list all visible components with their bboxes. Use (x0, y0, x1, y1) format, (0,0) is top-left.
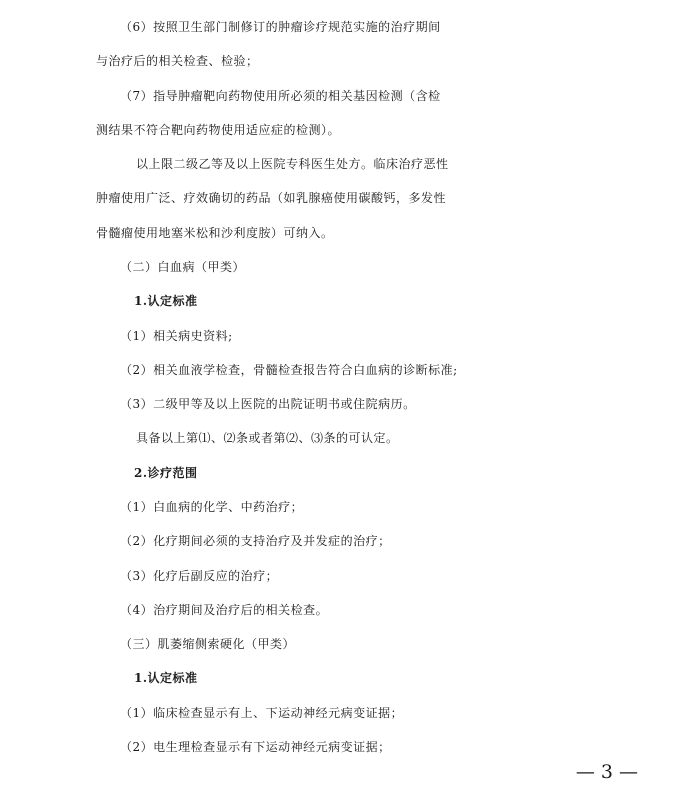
text-line-3: （7）指导肿瘤靶向药物使用所必须的相关基因检测（含检 (120, 89, 441, 103)
section-heading-als: （三）肌萎缩侧索硬化（甲类） (120, 637, 296, 651)
text-line-5: 以上限二级乙等及以上医院专科医生处方。临床治疗恶性 (136, 157, 449, 171)
text-line-6: 肿瘤使用广泛、疗效确切的药品（如乳腺癌使用碳酸钙，多发性 (96, 191, 447, 205)
text-line-4: 测结果不符合靶向药物使用适应症的检测）。 (96, 123, 341, 137)
text-line-1: （6）按照卫生部门制修订的肿瘤诊疗规范实施的治疗期间 (120, 20, 441, 34)
text-line-21: （1）临床检查显示有上、下运动神经元病变证据； (120, 706, 404, 720)
text-line-12: （3）二级甲等及以上医院的出院证明书或住院病历。 (120, 397, 416, 411)
text-line-15: （1）白血病的化学、中药治疗； (120, 500, 304, 514)
text-line-17: （3）化疗后副反应的治疗； (120, 569, 279, 583)
subheading-criteria-1: 1.认定标准 (134, 294, 198, 308)
page-number: — 3 — (575, 761, 638, 783)
text-line-22: （2）电生理检查显示有下运动神经元病变证据； (120, 740, 391, 754)
section-heading-leukemia: （二）白血病（甲类） (120, 260, 246, 274)
text-line-16: （2）化疗期间必须的支持治疗及并发症的治疗； (120, 534, 391, 548)
text-line-10: （1）相关病史资料; (120, 329, 233, 343)
text-line-18: （4）治疗期间及治疗后的相关检查。 (120, 603, 329, 617)
subheading-scope: 2.诊疗范围 (134, 466, 198, 480)
text-line-2: 与治疗后的相关检查、检验； (96, 54, 259, 68)
text-line-11: （2）相关血液学检查，骨髓检查报告符合白血病的诊断标准; (120, 363, 458, 377)
text-line-7: 骨髓瘤使用地塞米松和沙利度胺）可纳入。 (96, 226, 334, 240)
text-line-13: 具备以上第⑴、⑵条或者第⑵、⑶条的可认定。 (136, 431, 399, 445)
subheading-criteria-2: 1.认定标准 (134, 671, 198, 685)
